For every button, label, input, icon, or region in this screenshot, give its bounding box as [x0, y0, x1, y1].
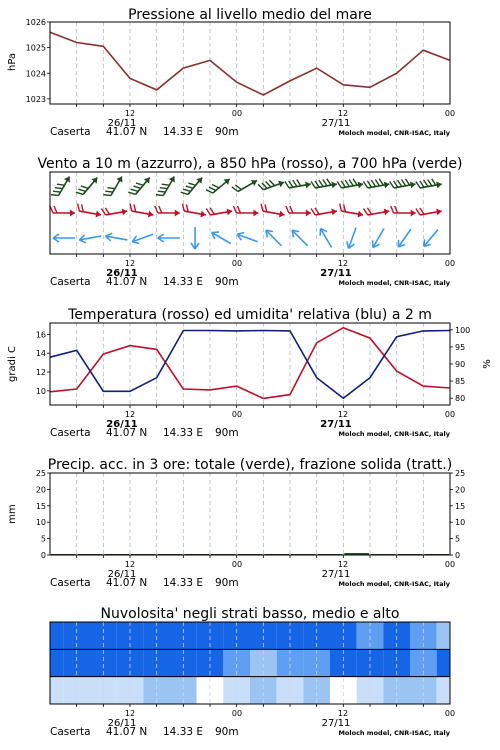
precipitation-panel [7, 457, 465, 580]
wind-barb [51, 173, 73, 200]
y-tick-label: 100 [455, 325, 471, 335]
wind-barb [50, 206, 75, 217]
wind-barb [232, 174, 259, 196]
temperature-line [50, 328, 450, 399]
pressure-line [50, 32, 450, 95]
wind-barb [337, 177, 363, 192]
y-tick-label: 20 [35, 485, 46, 495]
wind-barb [391, 206, 416, 217]
footer-location: Caserta [50, 126, 91, 138]
y-tick-label: 80 [455, 394, 466, 404]
y-tick-label: 1024 [25, 69, 46, 79]
date-label: 26/11 [106, 268, 138, 279]
y-tick-label: 95 [455, 342, 466, 352]
cloud-cell [437, 649, 450, 676]
wind-barb [363, 177, 389, 192]
x-tick-label: 00 [231, 560, 243, 569]
footer-location: Caserta [50, 276, 91, 288]
footer-location: Caserta [50, 726, 91, 738]
footer-location: Caserta [50, 577, 91, 589]
x-tick-label: 00 [444, 410, 456, 419]
y-tick-label: 15 [455, 501, 466, 511]
precip-ylabel: mm [7, 504, 18, 524]
cloud-cell [50, 622, 63, 649]
date-label: 27/11 [320, 268, 352, 279]
y-tick-label: 1026 [25, 18, 46, 27]
footer-location: 90m [215, 726, 239, 738]
cloud-cell [437, 622, 450, 649]
y-tick-label: 5 [455, 534, 461, 544]
date-label: 27/11 [321, 569, 351, 580]
footer-location: 41.07 N [106, 726, 148, 738]
cloud-title: Nuvolosita' negli strati basso, medio e alto [100, 606, 400, 622]
wind-arrow [289, 227, 310, 248]
wind-barb [258, 176, 285, 194]
wind-barb [103, 173, 125, 200]
x-tick-label: 00 [231, 259, 243, 268]
wind-arrow [158, 234, 180, 242]
footer-location: 14.33 E [163, 427, 204, 439]
y-tick-label: 25 [455, 469, 466, 478]
footer-credit: Moloch model, CNR-ISAC, Italy [338, 430, 450, 438]
x-tick-label: 12 [337, 410, 349, 419]
y-tick-label: 25 [35, 469, 46, 478]
wind-arrow [210, 229, 233, 247]
temp-ylabel: gradi C [7, 346, 18, 382]
humidity-ylabel: % [482, 359, 493, 369]
y-tick-label: 20 [455, 485, 466, 495]
footer-location: 14.33 E [163, 726, 204, 738]
x-tick-label: 00 [231, 109, 243, 118]
x-tick-label: 12 [337, 109, 349, 118]
date-label: 27/11 [320, 419, 352, 430]
wind-barb [390, 177, 416, 192]
y-tick-label: 1023 [25, 94, 46, 104]
footer-credit: Moloch model, CNR-ISAC, Italy [338, 279, 450, 287]
wind-barb [155, 206, 180, 217]
y-tick-label: 15 [35, 501, 46, 511]
date-label: 26/11 [107, 118, 137, 129]
x-tick-label: 00 [444, 109, 456, 118]
date-label: 26/11 [106, 419, 138, 430]
x-tick-label: 12 [337, 709, 349, 718]
wind-barb [338, 204, 364, 219]
footer-location: Caserta [50, 427, 91, 439]
cloud-cover-panel [50, 606, 455, 729]
wind-barb [285, 177, 311, 192]
wind-panel [37, 156, 462, 279]
date-label: 27/11 [321, 118, 351, 129]
footer-location: 14.33 E [163, 276, 204, 288]
wind-arrow [79, 232, 102, 244]
cloud-cell [50, 677, 63, 704]
x-tick-label: 00 [444, 560, 456, 569]
footer-location: 14.33 E [163, 577, 204, 589]
pressure-title: Pressione al livello medio del mare [128, 7, 372, 23]
cloud-cell [437, 677, 450, 704]
footer-credit: Moloch model, CNR-ISAC, Italy [338, 129, 450, 137]
y-tick-label: 5 [40, 534, 46, 544]
x-tick-label: 12 [337, 560, 349, 569]
y-tick-label: 90 [455, 360, 466, 369]
y-tick-label: 0 [455, 551, 461, 560]
y-tick-label: 10 [35, 386, 46, 396]
precip-title: Precip. acc. in 3 ore: totale (verde), frazione solida (tratt.) [47, 457, 453, 473]
footer-location: 41.07 N [106, 577, 148, 589]
y-tick-label: 10 [455, 518, 466, 528]
pressure-ylabel: hPa [7, 52, 18, 72]
x-tick-label: 12 [124, 410, 136, 419]
y-tick-label: 12 [35, 368, 46, 378]
date-label: 26/11 [107, 569, 137, 580]
footer-location: 14.33 E [163, 126, 204, 138]
wind-barb [128, 173, 152, 199]
x-tick-label: 12 [337, 259, 349, 268]
y-tick-label: 16 [35, 330, 46, 340]
x-tick-label: 00 [444, 259, 456, 268]
wind-arrow [421, 227, 441, 249]
wind-barb [181, 173, 205, 199]
wind-barb [128, 204, 154, 219]
footer-location: 90m [215, 427, 239, 439]
wind-arrow [191, 227, 199, 249]
x-tick-label: 12 [124, 259, 136, 268]
temp-title: Temperatura (rosso) ed umidita' relativa (blu) a 2 m [68, 307, 432, 323]
wind-barb [76, 173, 100, 199]
footer-location: 41.07 N [106, 427, 148, 439]
humidity-line [50, 331, 450, 399]
footer-location: 41.07 N [106, 126, 148, 138]
wind-arrow [131, 230, 154, 245]
pressure-panel [7, 7, 455, 129]
wind-barb [311, 204, 337, 219]
x-tick-label: 00 [444, 709, 456, 718]
date-label: 26/11 [107, 718, 137, 729]
footer-credit: Moloch model, CNR-ISAC, Italy [338, 729, 450, 737]
wind-arrow [105, 232, 128, 244]
wind-barb [156, 173, 178, 200]
y-tick-label: 85 [455, 377, 466, 387]
footer-location: 41.07 N [106, 276, 148, 288]
y-tick-label: 0 [40, 551, 46, 560]
wind-barb [76, 204, 102, 219]
x-tick-label: 00 [231, 709, 243, 718]
precip-plot-frame [50, 473, 450, 555]
wind-arrow [395, 227, 414, 250]
wind-barb [101, 204, 127, 219]
x-tick-label: 12 [124, 709, 136, 718]
footer-location: 90m [215, 126, 239, 138]
x-tick-label: 00 [231, 410, 243, 419]
y-tick-label: 1025 [25, 43, 46, 53]
wind-arrow [53, 234, 75, 242]
date-label: 27/11 [321, 718, 351, 729]
cloud-cell [50, 649, 63, 676]
wind-arrow [370, 226, 388, 249]
wind-barb [416, 204, 442, 219]
wind-barb [311, 177, 337, 192]
wind-arrow [345, 226, 360, 249]
footer-location: 90m [215, 276, 239, 288]
footer-credit: Moloch model, CNR-ISAC, Italy [338, 580, 450, 588]
wind-title: Vento a 10 m (azzurro), a 850 hPa (rosso), a 700 hPa (verde) [37, 156, 463, 172]
y-tick-label: 14 [35, 349, 46, 359]
wind-arrow [236, 230, 259, 245]
wind-barb [233, 206, 258, 217]
pressure-plot-frame [50, 22, 450, 104]
y-tick-label: 10 [35, 518, 46, 528]
wind-barb [181, 204, 207, 219]
wind-barb [363, 204, 389, 219]
wind-barb [416, 177, 442, 192]
temperature-humidity-panel [7, 307, 493, 430]
wind-arrow [263, 227, 284, 248]
footer-location: 90m [215, 577, 239, 589]
wind-arrow [317, 226, 335, 249]
x-tick-label: 12 [124, 560, 136, 569]
x-tick-label: 12 [124, 109, 136, 118]
